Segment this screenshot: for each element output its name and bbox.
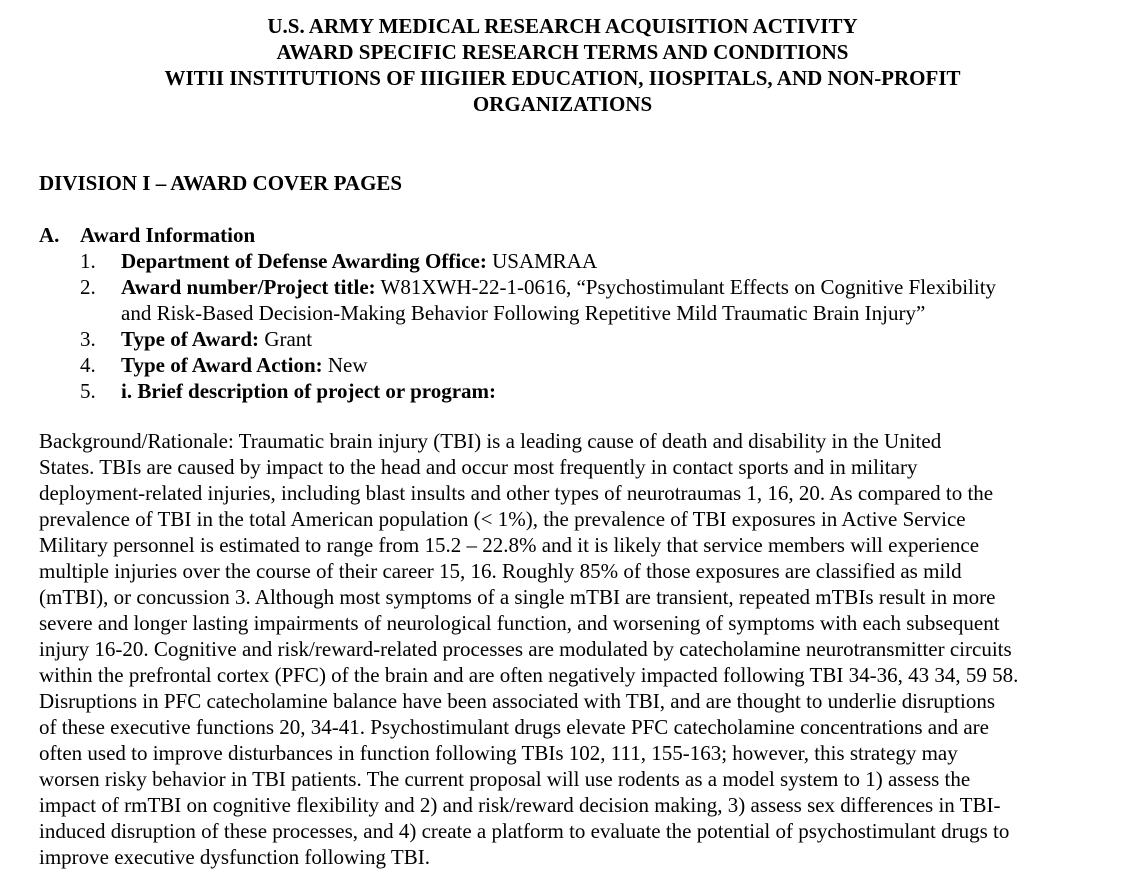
item-value: New [322,353,368,377]
award-info-list [80,248,1110,404]
item-value-continued: and Risk-Based Decision-Making Behavior Following Repetitive Mild Traumatic Brain Injury” [121,301,926,325]
item-number: 3. [80,327,96,351]
paragraph-line: improve executive dysfunction following TBI. [39,845,430,869]
paragraph-line: induced disruption of these processes, and 4) create a platform to evaluate the potential of psychostimulant drugs to [39,819,1010,843]
item-value: W81XWH-22-1-0616, “Psychostimulant Effects on Cognitive Flexibility [375,275,997,299]
item-number: 1. [80,249,96,273]
paragraph-line: of these executive functions 20, 34-41. Psychostimulant drugs elevate PFC catecholamine concentrations and are [39,715,989,739]
item-value: Grant [259,327,313,351]
item-label: Type of Award Action: [121,353,323,377]
paragraph-line: (mTBI), or concussion 3. Although most symptoms of a single mTBI are transient, repeated mTBIs result in more [39,585,996,609]
list-item [80,378,1110,404]
list-item [80,352,1110,378]
document-header [0,13,1125,117]
header-line: AWARD SPECIFIC RESEARCH TERMS AND CONDITIONS [276,40,849,64]
paragraph-line: Disruptions in PFC catecholamine balance have been associated with TBI, and are thought to underlie disruptions [39,689,996,713]
item-label: Department of Defense Awarding Office: [121,249,487,273]
item-label: Type of Award: [121,327,260,351]
paragraph-line: within the prefrontal cortex (PFC) of the brain and are often negatively impacted following TBI 34-36, 43 34, 59 58. [39,663,1019,687]
item-value: USAMRAA [486,249,598,273]
paragraph-line: impact of rmTBI on cognitive flexibility and 2) and risk/reward decision making, 3) assess sex differences in TBI- [39,793,1001,817]
division-title: DIVISION I – AWARD COVER PAGES [39,171,403,195]
item-number: 5. [80,379,96,403]
paragraph-line: prevalence of TBI in the total American population (< 1%), the prevalence of TBI exposures in Active Service [39,507,966,531]
header-line: U.S. ARMY MEDICAL RESEARCH ACQUISITION ACTIVITY [267,14,858,38]
section-letter: A. [39,223,60,247]
item-number: 2. [80,275,96,299]
paragraph-line: often used to improve disturbances in function following TBIs 102, 111, 155-163; however, this strategy may [39,741,958,765]
paragraph-line: Background/Rationale: Traumatic brain injury (TBI) is a leading cause of death and disability in the United [39,429,942,453]
header-line: WITII INSTITUTIONS OF IIIGIIER EDUCATION, IIOSPITALS, AND NON-PROFIT [164,66,961,90]
section-title: Award Information [80,223,256,247]
paragraph-line: worsen risky behavior in TBI patients. The current proposal will use rodents as a model system to 1) assess the [39,767,971,791]
section-a-heading [39,222,255,248]
list-item [80,326,1110,352]
paragraph-line: Military personnel is estimated to range from 15.2 – 22.8% and it is likely that service members will experience [39,533,980,557]
item-label: Award number/Project title: [121,275,376,299]
paragraph-line: deployment-related injuries, including blast insults and other types of neurotraumas 1, 16, 20. As compared to the [39,481,994,505]
list-item [80,248,1110,274]
paragraph-line: injury 16-20. Cognitive and risk/reward-related processes are modulated by catecholamine neurotransmitter circuits [39,637,1012,661]
header-line: ORGANIZATIONS [472,92,653,116]
paragraph-line: multiple injuries over the course of their career 15, 16. Roughly 85% of those exposures are classified as mild [39,559,962,583]
item-number: 4. [80,353,96,377]
list-item [80,274,1110,326]
item-label: i. Brief description of project or program: [121,379,497,403]
paragraph-line: States. TBIs are caused by impact to the head and occur most frequently in contact sports and in military [39,455,918,479]
background-rationale-paragraph [39,428,1109,870]
paragraph-line: severe and longer lasting impairments of neurological function, and worsening of symptoms with each subsequent [39,611,1000,635]
